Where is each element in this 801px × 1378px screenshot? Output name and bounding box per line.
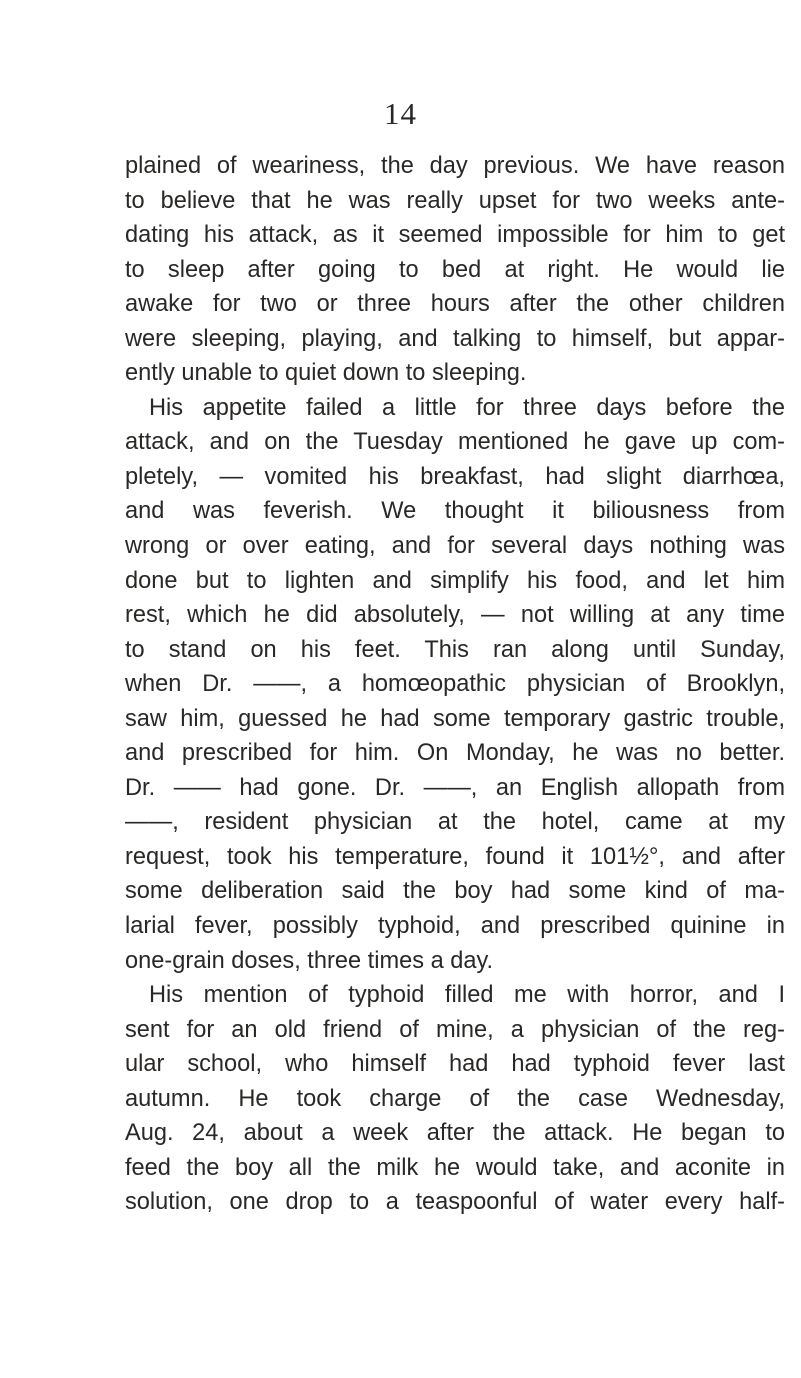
text-line: to sleep after going to bed at right. He would lie [125, 256, 785, 283]
text-line: when Dr. ——, a homœopathic physician of Brooklyn, [125, 671, 785, 698]
text-line: ——, resident physician at the hotel, came at my [125, 809, 785, 836]
text-line: one-grain doses, three times a day. [125, 947, 494, 974]
text-line: done but to lighten and simplify his food, and let him [125, 567, 785, 594]
text-line: pletely, — vomited his breakfast, had slight diarrhœa, [125, 463, 785, 490]
text-line: ently unable to quiet down to sleeping. [125, 360, 527, 387]
text-line: His appetite failed a little for three days before the [149, 394, 785, 421]
body-text [125, 149, 785, 1220]
text-line: ular school, who himself had had typhoid fever last [125, 1051, 785, 1078]
text-line: solution, one drop to a teaspoonful of water every half- [125, 1189, 785, 1216]
text-line: Dr. —— had gone. Dr. ——, an English allopath from [125, 774, 785, 801]
text-line: request, took his temperature, found it 101½°, and after [125, 843, 785, 870]
text-line: were sleeping, playing, and talking to himself, but appar- [125, 325, 785, 352]
text-line: sent for an old friend of mine, a physician of the reg- [125, 1016, 785, 1043]
page-number: 14 [384, 96, 417, 131]
text-line: autumn. He took charge of the case Wednesday, [125, 1085, 785, 1112]
text-line: plained of weariness, the day previous. We have reason [125, 153, 785, 179]
text-line: wrong or over eating, and for several days nothing was [125, 533, 785, 560]
text-line: feed the boy all the milk he would take, and aconite in [125, 1154, 785, 1181]
text-line: some deliberation said the boy had some kind of ma- [125, 878, 785, 905]
text-line: to believe that he was really upset for two weeks ante- [125, 187, 785, 214]
text-line: Aug. 24, about a week after the attack. He began to [125, 1120, 785, 1147]
text-line: and was feverish. We thought it biliousness from [125, 498, 785, 525]
text-line: attack, and on the Tuesday mentioned he gave up com- [125, 429, 785, 456]
text-line: His mention of typhoid filled me with horror, and I [149, 982, 785, 1009]
text-line: awake for two or three hours after the other children [125, 291, 785, 318]
text-line: to stand on his feet. This ran along until Sunday, [125, 636, 785, 663]
text-line: saw him, guessed he had some temporary gastric trouble, [125, 705, 785, 732]
text-line: larial fever, possibly typhoid, and prescribed quinine in [125, 913, 785, 940]
text-line: rest, which he did absolutely, — not willing at any time [125, 602, 785, 629]
text-line: and prescribed for him. On Monday, he was no better. [125, 740, 785, 767]
text-line: dating his attack, as it seemed impossible for him to get [125, 222, 785, 249]
